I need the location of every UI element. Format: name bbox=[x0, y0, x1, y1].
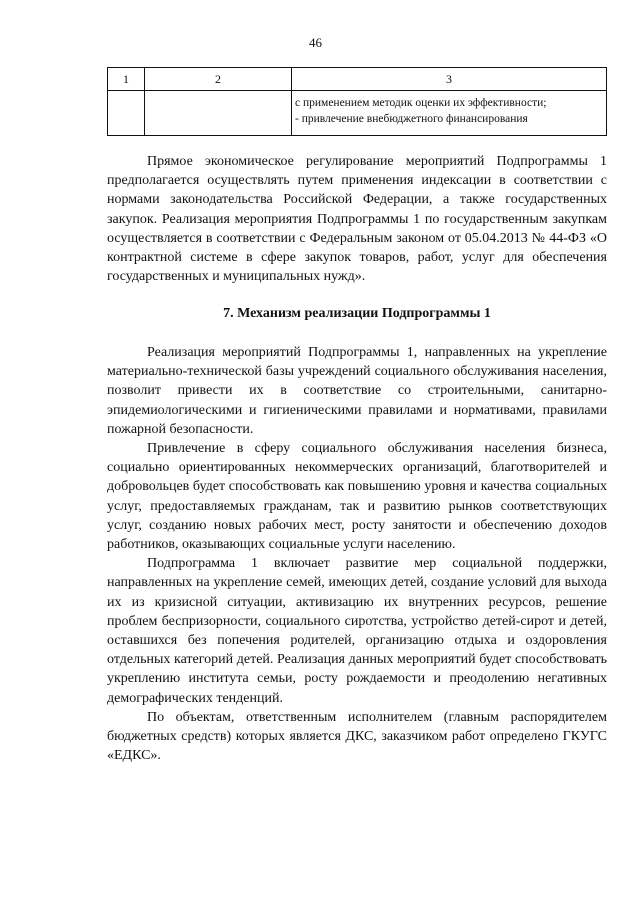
continuation-table bbox=[107, 67, 607, 136]
table-cell-1 bbox=[108, 91, 145, 136]
paragraph: По объектам, ответственным исполнителем (главным распорядителем бюджетных средств) которых является ДКС, заказчиком работ определено ГКУГС «ЕДКС». bbox=[107, 709, 607, 764]
table-header-cell-1: 1 bbox=[108, 68, 145, 91]
paragraph: Реализация мероприятий Подпрограммы 1, направленных на укрепление материально-технической базы учреждений социального обслуживания населения, позволит привести их в соответствие со строительными, санитарно-эпидемиологическими и гигиеническими правилами и нормативами, правилами пожарной безопасности. bbox=[107, 345, 607, 437]
table-cell-line: - привлечение внебюджетного финансирования bbox=[295, 113, 528, 125]
table-row bbox=[108, 91, 607, 136]
section-heading: 7. Механизм реализации Подпрограммы 1 bbox=[223, 306, 491, 321]
paragraph: Привлечение в сферу социального обслуживания населения бизнеса, социально ориентированных некоммерческих организаций, благотворителей и добровольцев будет способствовать как повышению уровня и качества социальных услуг, предоставляемых гражданам, так и развитию рынков соответствующих услуг, созданию новых рабочих мест, росту занятости и обеспечению доходов работников, оказывающих социальные услуги населению. bbox=[107, 441, 607, 553]
table-header-row bbox=[108, 68, 607, 91]
table-cell-line: с применением методик оценки их эффективности; bbox=[295, 97, 547, 109]
table-header-cell-3: 3 bbox=[292, 68, 607, 91]
table-cell-3 bbox=[292, 91, 607, 136]
table-header-cell-2: 2 bbox=[145, 68, 292, 91]
paragraph: Прямое экономическое регулирование мероприятий Подпрограммы 1 предполагается осуществлять путем применения индексации в соответствии с нормами законодательства Российской Федерации, а также государственных закупок. Реализация мероприятия Подпрограммы 1 по государственным закупкам осуществляется в соответствии с Федеральным законом от 05.04.2013 № 44-ФЗ «О контрактной системе в сфере закупок товаров, работ, услуг для обеспечения государственных и муниципальных нужд». bbox=[107, 154, 607, 285]
section-text-block bbox=[107, 343, 607, 765]
page-number: 46 bbox=[309, 35, 322, 50]
paragraph: Подпрограмма 1 включает развитие мер социальной поддержки, направленных на укрепление семей, имеющих детей, создание условий для выхода их из кризисной ситуации, активизацию их внутренних ресурсов, решение проблем беспризорности, социального сиротства, устройство детей-сирот и детей, оставшихся без попечения родителей, организацию отдыха и оздоровления отдельных категорий детей. Реализация данных мероприятий будет способствовать укреплению института семьи, росту рождаемости и преодолению негативных демографических тенденций. bbox=[107, 556, 607, 706]
intro-text-block bbox=[107, 152, 607, 286]
table-cell-2 bbox=[145, 91, 292, 136]
